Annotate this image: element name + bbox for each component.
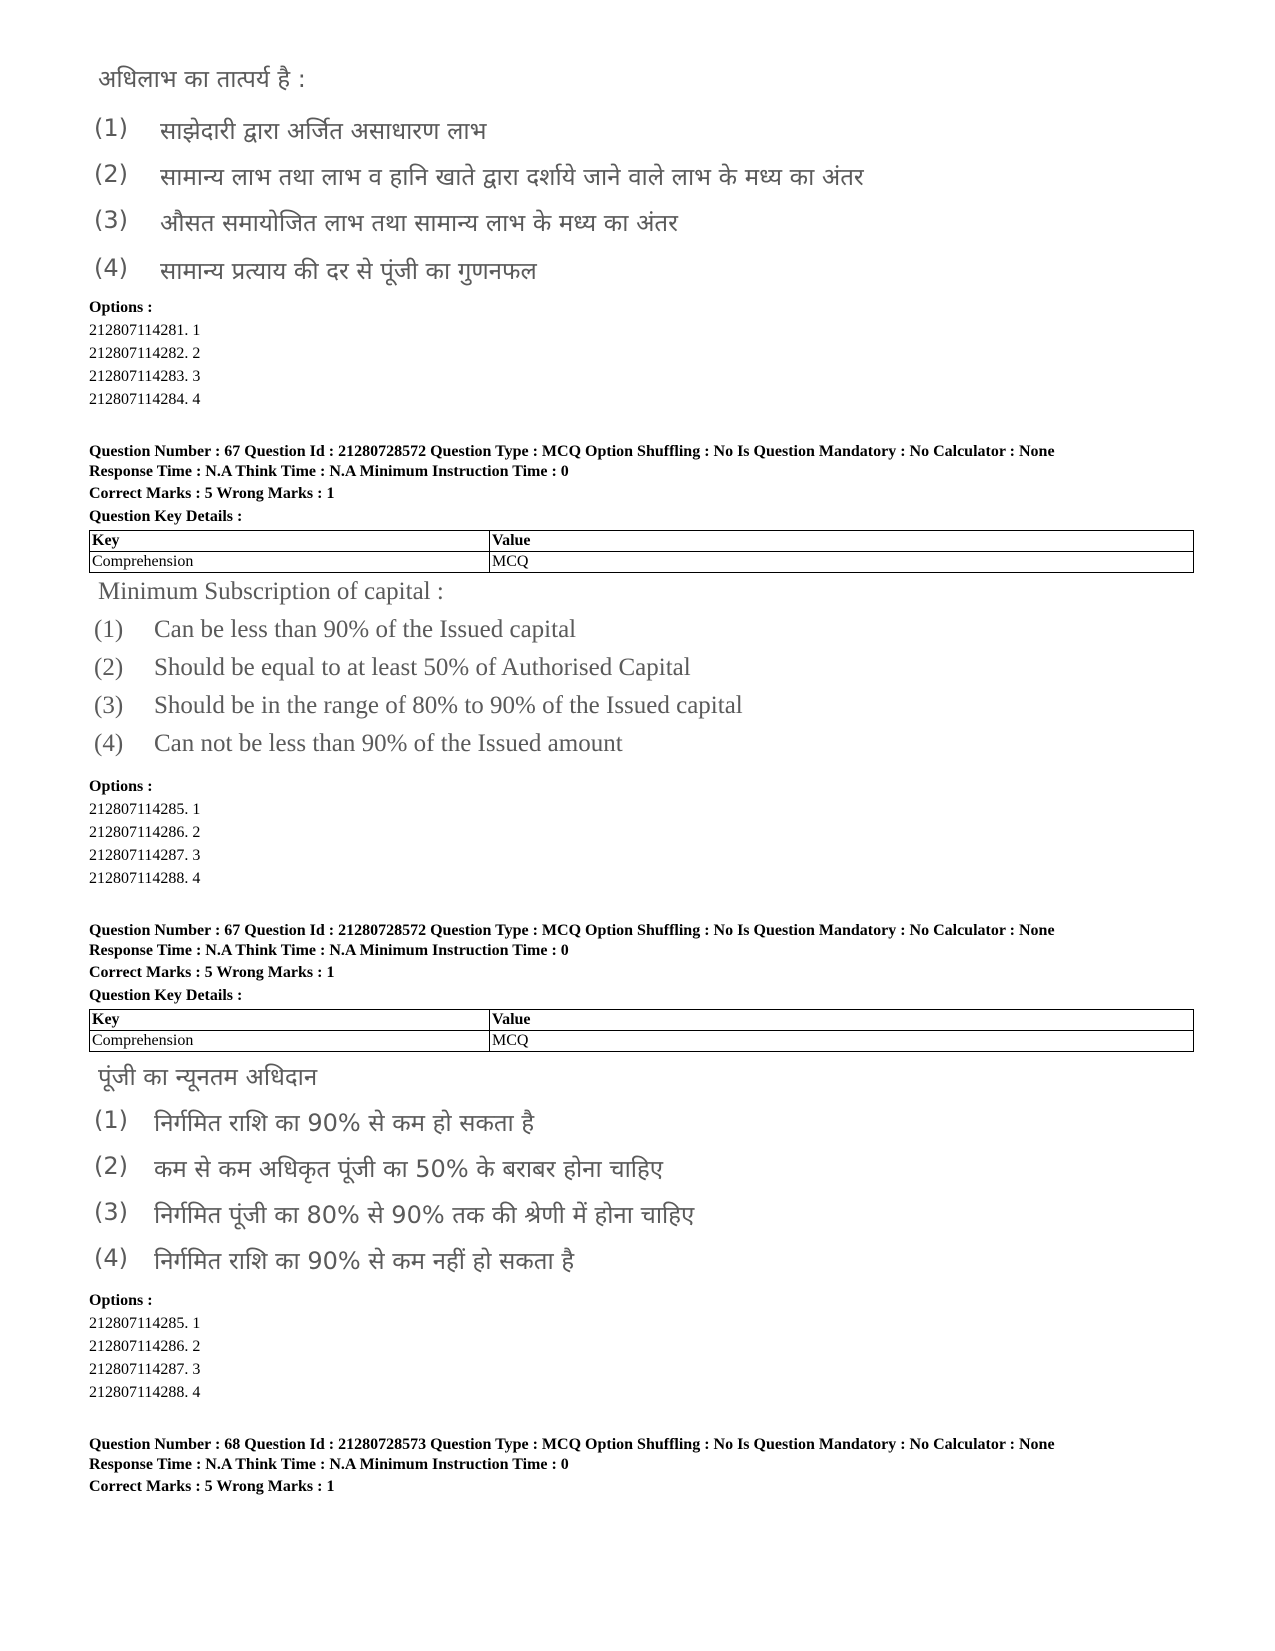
key-details-label: Question Key Details : [89, 987, 243, 1004]
marks-line: Correct Marks : 5 Wrong Marks : 1 [89, 1478, 335, 1495]
table-header-value: Value [490, 531, 1194, 552]
table-cell-value: MCQ [490, 552, 1194, 573]
option-number: (2) [94, 654, 124, 681]
question-meta-line: Question Number : 67 Question Id : 21280728572 Question Type : MCQ Option Shuffling : No Is Question Mandatory : No Calculator : None [89, 922, 1055, 939]
question-title: पूंजी का न्यूनतम अधिदान [98, 1063, 318, 1091]
option-number: (4) [94, 254, 128, 282]
question-key-details-table [89, 530, 1194, 573]
table-row [90, 552, 1194, 573]
question-title: Minimum Subscription of capital : [98, 578, 444, 605]
question-meta-line: Response Time : N.A Think Time : N.A Minimum Instruction Time : 0 [89, 463, 569, 480]
table-cell-key: Comprehension [90, 1031, 490, 1052]
table-header-key: Key [90, 1010, 490, 1031]
options-label: Options : [89, 299, 153, 316]
option-id: 212807114285. 1 [89, 1315, 201, 1332]
option-text: साझेदारी द्वारा अर्जित असाधारण लाभ [160, 117, 487, 145]
option-text: निर्गमित पूंजी का 80% से 90% तक की श्रेणी में होना चाहिए [154, 1201, 695, 1229]
option-number: (1) [94, 114, 128, 142]
key-details-label: Question Key Details : [89, 508, 243, 525]
option-id: 212807114283. 3 [89, 368, 201, 385]
option-id: 212807114287. 3 [89, 1361, 201, 1378]
question-67-english-image [94, 578, 994, 768]
option-number: (4) [94, 730, 124, 757]
option-number: (3) [94, 692, 124, 719]
question-meta-line: Question Number : 67 Question Id : 21280728572 Question Type : MCQ Option Shuffling : No Is Question Mandatory : No Calculator : None [89, 443, 1055, 460]
option-id: 212807114282. 2 [89, 345, 201, 362]
table-header-value: Value [490, 1010, 1194, 1031]
option-text: Should be in the range of 80% to 90% of the Issued capital [154, 692, 743, 719]
table-row [90, 1031, 1194, 1052]
option-number: (1) [94, 616, 124, 643]
marks-line: Correct Marks : 5 Wrong Marks : 1 [89, 485, 335, 502]
option-id: 212807114285. 1 [89, 801, 201, 818]
option-id: 212807114286. 2 [89, 824, 201, 841]
table-header-row [90, 531, 1194, 552]
table-header-row [90, 1010, 1194, 1031]
option-text: Should be equal to at least 50% of Authorised Capital [154, 654, 691, 681]
option-number: (2) [94, 1152, 128, 1180]
option-number: (2) [94, 160, 128, 188]
question-66-hindi-image [94, 62, 994, 292]
option-id: 212807114287. 3 [89, 847, 201, 864]
option-number: (3) [94, 1198, 128, 1226]
option-id: 212807114281. 1 [89, 322, 201, 339]
option-text: Can be less than 90% of the Issued capital [154, 616, 577, 643]
option-text: कम से कम अधिकृत पूंजी का 50% के बराबर होना चाहिए [154, 1155, 664, 1183]
table-cell-value: MCQ [490, 1031, 1194, 1052]
option-number: (1) [94, 1106, 128, 1134]
question-meta-line: Response Time : N.A Think Time : N.A Minimum Instruction Time : 0 [89, 942, 569, 959]
option-text: सामान्य प्रत्याय की दर से पूंजी का गुणनफल [160, 257, 537, 285]
option-text: Can not be less than 90% of the Issued amount [154, 730, 623, 757]
question-meta-line: Response Time : N.A Think Time : N.A Minimum Instruction Time : 0 [89, 1456, 569, 1473]
question-title: अधिलाभ का तात्पर्य है : [98, 65, 306, 93]
option-number: (4) [94, 1244, 128, 1272]
options-label: Options : [89, 1292, 153, 1309]
option-text: सामान्य लाभ तथा लाभ व हानि खाते द्वारा दर्शाये जाने वाले लाभ के मध्य का अंतर [160, 163, 864, 191]
table-header-key: Key [90, 531, 490, 552]
option-id: 212807114284. 4 [89, 391, 201, 408]
option-id: 212807114286. 2 [89, 1338, 201, 1355]
option-text: औसत समायोजित लाभ तथा सामान्य लाभ के मध्य का अंतर [160, 209, 678, 237]
marks-line: Correct Marks : 5 Wrong Marks : 1 [89, 964, 335, 981]
question-67-hindi-image [94, 1060, 994, 1280]
table-cell-key: Comprehension [90, 552, 490, 573]
option-number: (3) [94, 206, 128, 234]
option-text: निर्गमित राशि का 90% से कम हो सकता है [154, 1109, 535, 1137]
option-id: 212807114288. 4 [89, 870, 201, 887]
question-meta-line: Question Number : 68 Question Id : 21280728573 Question Type : MCQ Option Shuffling : No Is Question Mandatory : No Calculator : None [89, 1436, 1055, 1453]
option-id: 212807114288. 4 [89, 1384, 201, 1401]
question-key-details-table [89, 1009, 1194, 1052]
option-text: निर्गमित राशि का 90% से कम नहीं हो सकता है [154, 1247, 575, 1275]
options-label: Options : [89, 778, 153, 795]
